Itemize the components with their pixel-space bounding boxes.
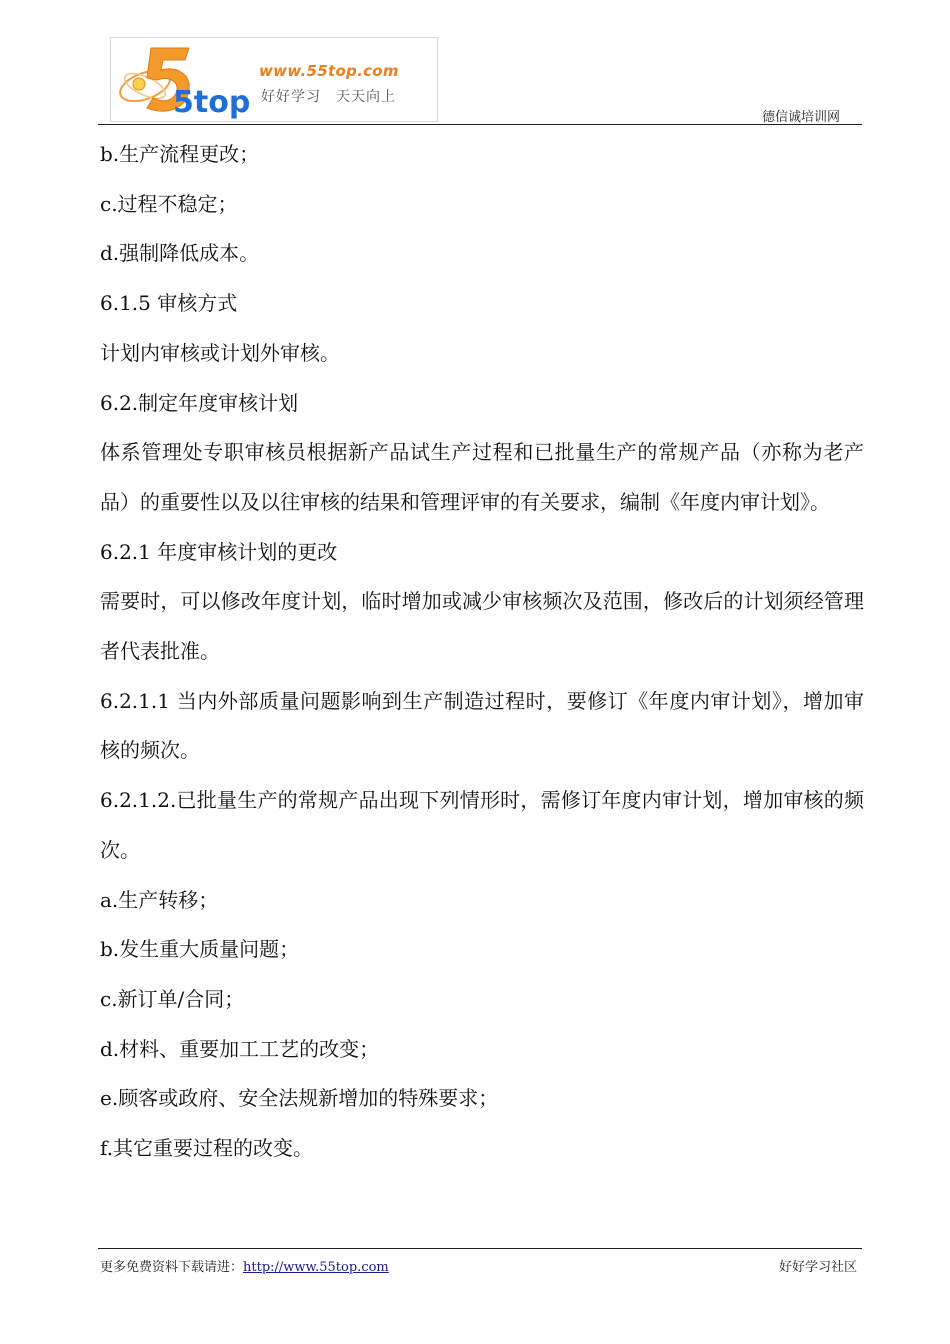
paragraph: c.过程不稳定； bbox=[100, 191, 238, 216]
list-item: d.材料、重要加工工艺的改变； bbox=[100, 1036, 380, 1061]
footer-link[interactable]: http://www.55top.com bbox=[243, 1260, 389, 1275]
header-divider bbox=[98, 124, 862, 125]
paragraph: b.生产流程更改； bbox=[100, 142, 260, 166]
list-item: f.其它重要过程的改变。 bbox=[100, 1136, 314, 1161]
footer-download-note bbox=[100, 1256, 389, 1275]
section-heading: 6.1.5 审核方式 bbox=[100, 291, 238, 316]
paragraph: 6.2.1.1 当内外部质量问题影响到生产制造过程时，要修订《年度内审计划》，增加审核的频次。 bbox=[100, 688, 864, 763]
logo-slogan: 好好学习 天天向上 bbox=[261, 89, 396, 105]
footer-community: 好好学习社区 bbox=[778, 1260, 857, 1275]
list-item: c.新订单/合同； bbox=[100, 986, 245, 1011]
list-item: b.发生重大质量问题； bbox=[100, 937, 300, 962]
paragraph: d.强制降低成本。 bbox=[100, 241, 260, 266]
document-body bbox=[100, 130, 864, 1174]
footer-prefix: 更多免费资料下载请进： bbox=[100, 1260, 244, 1275]
paragraph: 计划内审核或计划外审核。 bbox=[100, 340, 340, 365]
logo-brand-text: 5top bbox=[173, 85, 251, 120]
paragraph: 体系管理处专职审核员根据新产品试生产过程和已批量生产的常规产品（亦称为老产品）的重要性以及以往审核的结果和管理评审的有关要求，编制《年度内审计划》。 bbox=[100, 440, 864, 514]
list-item: e.顾客或政府、安全法规新增加的特殊要求； bbox=[100, 1086, 499, 1111]
site-logo bbox=[110, 37, 438, 122]
logo-mark-icon bbox=[111, 38, 261, 121]
logo-url-text: www.55top.com bbox=[259, 62, 399, 80]
header-site-name: 德信诚培训网 bbox=[761, 110, 840, 125]
list-item: a.生产转移； bbox=[100, 887, 219, 912]
section-heading: 6.2.制定年度审核计划 bbox=[100, 390, 299, 415]
section-heading: 6.2.1 年度审核计划的更改 bbox=[100, 539, 338, 564]
paragraph: 需要时，可以修改年度计划，临时增加或减少审核频次及范围，修改后的计划须经管理者代表批准。 bbox=[100, 589, 864, 664]
footer-divider bbox=[98, 1248, 862, 1249]
paragraph: 6.2.1.2.已批量生产的常规产品出现下列情形时，需修订年度内审计划，增加审核的频次。 bbox=[100, 788, 864, 862]
